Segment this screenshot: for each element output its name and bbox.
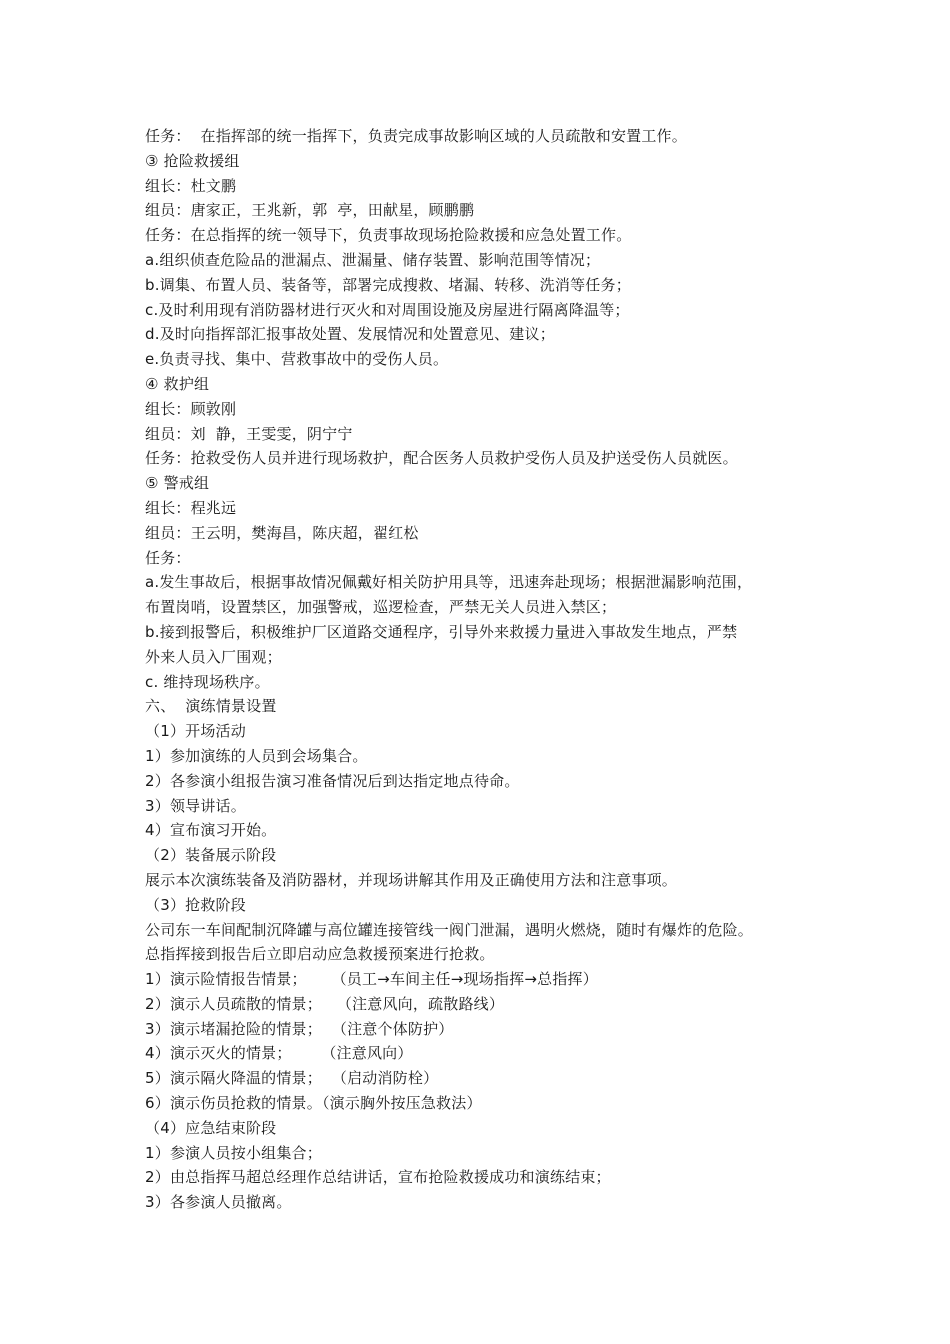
text-line: 组员：刘 静，王雯雯，阴宁宁 [145, 424, 353, 443]
list-item: 5）演示隔火降温的情景； （启动消防栓） [145, 1069, 439, 1088]
list-item: 1）参演人员按小组集合； [145, 1143, 322, 1162]
text-line: 布置岗哨，设置禁区，加强警戒，巡逻检查，严禁无关人员进入禁区； [145, 598, 617, 617]
text-line: 任务：抢救受伤人员并进行现场救护，配合医务人员救护受伤人员及护送受伤人员就医。 [145, 449, 738, 468]
list-item: 2）由总指挥马超总经理作总结讲话，宣布抢险救援成功和演练结束； [145, 1168, 611, 1187]
list-item: 2）各参演小组报告演习准备情况后到达指定地点待命。 [145, 771, 520, 790]
text-line: 组长：杜文鹏 [145, 176, 237, 195]
text-line: 总指挥接到报告后立即启动应急救援预案进行抢救。 [145, 945, 495, 964]
list-item: 1）参加演练的人员到会场集合。 [145, 746, 368, 765]
list-item: d.及时向指挥部汇报事故处置、发展情况和处置意见、建议； [145, 325, 555, 344]
list-item: a.发生事故后，根据事故情况佩戴好相关防护用具等，迅速奔赴现场；根据泄漏影响范围， [145, 573, 753, 592]
list-item: e.负责寻找、集中、营救事故中的受伤人员。 [145, 350, 449, 369]
list-item: 6）演示伤员抢救的情景。（演示胸外按压急救法） [145, 1094, 482, 1113]
subsection-heading: （3）抢救阶段 [145, 895, 246, 914]
list-item: c. 维持现场秩序。 [145, 672, 270, 691]
text-line: 组员：唐家正，王兆新，郭 亭，田献星，顾鹏鹏 [145, 201, 475, 220]
list-item: c.及时利用现有消防器材进行灭火和对周围设施及房屋进行隔离降温等； [145, 300, 630, 319]
list-item: 3）演示堵漏抢险的情景； （注意个体防护） [145, 1019, 454, 1038]
subsection-heading: （4）应急结束阶段 [145, 1118, 277, 1137]
subsection-heading: （2）装备展示阶段 [145, 846, 277, 865]
text-line: 组员：王云明，樊海昌，陈庆超，翟红松 [145, 523, 419, 542]
text-line: 任务： [145, 548, 191, 567]
text-line: 展示本次演练装备及消防器材，并现场讲解其作用及正确使用方法和注意事项。 [145, 870, 678, 889]
subsection-heading: （1）开场活动 [145, 722, 246, 741]
list-item: 2）演示人员疏散的情景； （注意风向，疏散路线） [145, 994, 505, 1013]
text-line: 组长：程兆远 [145, 498, 237, 517]
section-heading: 六、 演练情景设置 [145, 697, 277, 716]
text-line: 外来人员入厂围观； [145, 647, 282, 666]
text-line: 组长：顾敦刚 [145, 399, 237, 418]
section-heading: ③ 抢险救援组 [145, 151, 240, 170]
list-item: a.组织侦查危险品的泄漏点、泄漏量、储存装置、影响范围等情况； [145, 250, 601, 269]
list-item: 1）演示险情报告情景； （员工→车间主任→现场指挥→总指挥） [145, 970, 598, 989]
section-heading: ⑤ 警戒组 [145, 474, 210, 493]
list-item: b.调集、布置人员、装备等，部署完成搜救、堵漏、转移、洗消等任务； [145, 275, 631, 294]
section-heading: ④ 救护组 [145, 374, 210, 393]
text-line: 任务： 在指挥部的统一指挥下，负责完成事故影响区域的人员疏散和安置工作。 [145, 127, 687, 145]
list-item: 3）各参演人员撤离。 [145, 1193, 292, 1212]
text-line: 任务：在总指挥的统一领导下，负责事故现场抢险救援和应急处置工作。 [145, 226, 632, 245]
list-item: 4）宣布演习开始。 [145, 821, 277, 840]
list-item: 3）领导讲话。 [145, 796, 246, 815]
list-item: b.接到报警后，积极维护厂区道路交通程序，引导外来救援力量进入事故发生地点，严禁 [145, 622, 738, 641]
text-line: 公司东一车间配制沉降罐与高位罐连接管线一阀门泄漏，遇明火燃烧，随时有爆炸的危险。 [145, 920, 754, 939]
list-item: 4）演示灭火的情景； （注意风向） [145, 1044, 413, 1063]
document-body [145, 124, 825, 1215]
